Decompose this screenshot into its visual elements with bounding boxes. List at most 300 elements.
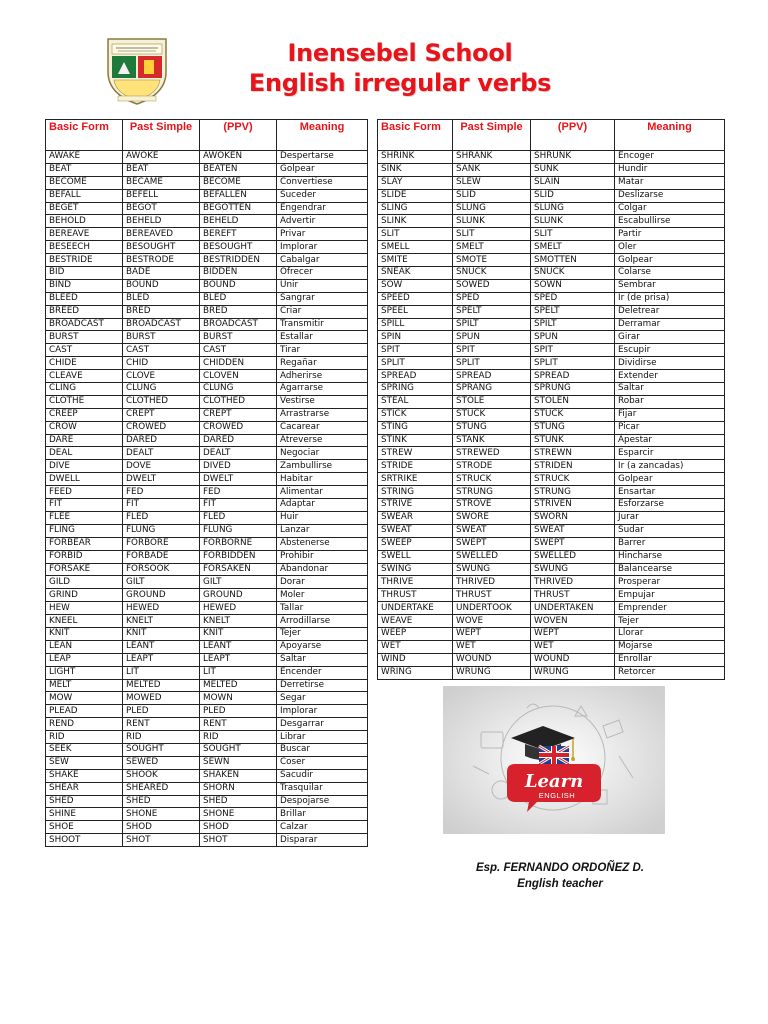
cell-ppv: BESOUGHT [200,241,277,254]
cell-meaning: Moler [277,589,368,602]
cell-meaning: Esparcir [615,447,725,460]
cell-basic-form: SLING [378,202,453,215]
cell-ppv: BESTRIDDEN [200,254,277,267]
cell-basic-form: SOW [378,279,453,292]
cell-meaning: Deletrear [615,305,725,318]
table-row [46,228,368,241]
cell-ppv: DWELT [200,473,277,486]
cell-past-simple: STROVE [453,499,531,512]
cell-ppv: DIVED [200,460,277,473]
cell-past-simple: PLED [123,705,200,718]
cell-basic-form: SWEAR [378,511,453,524]
cell-meaning: Librar [277,731,368,744]
cell-basic-form: BEAT [46,163,123,176]
cell-ppv: SLUNG [531,202,615,215]
table-row [46,357,368,370]
cell-past-simple: SANK [453,163,531,176]
cell-ppv: SPELT [531,305,615,318]
cell-past-simple: FLED [123,511,200,524]
cell-past-simple: SHOD [123,821,200,834]
cell-past-simple: BRED [123,305,200,318]
column-header-basic-form: Basic Form [378,120,453,151]
cell-basic-form: SHRINK [378,151,453,164]
cell-basic-form: SWEAT [378,524,453,537]
cell-past-simple: SLIT [453,228,531,241]
cell-meaning: Atreverse [277,434,368,447]
cell-ppv: BURST [200,331,277,344]
cell-meaning: Escabullirse [615,215,725,228]
cell-ppv: AWOKEN [200,151,277,164]
column-header-past-simple: Past Simple [123,120,200,151]
cell-ppv: FORSAKEN [200,563,277,576]
cell-past-simple: SLID [453,189,531,202]
cell-past-simple: GILT [123,576,200,589]
cell-basic-form: STING [378,421,453,434]
cell-past-simple: WOVE [453,615,531,628]
cell-past-simple: SHEARED [123,782,200,795]
cell-ppv: SHOT [200,834,277,847]
cell-ppv: CAST [200,344,277,357]
table-row [46,602,368,615]
cell-basic-form: REND [46,718,123,731]
table-row [378,486,725,499]
cell-ppv: BEATEN [200,163,277,176]
cell-ppv: BLED [200,292,277,305]
cell-meaning: Agarrarse [277,383,368,396]
cell-ppv: MOWN [200,692,277,705]
cell-meaning: Cabalgar [277,254,368,267]
table-row [378,653,725,666]
cell-past-simple: WEPT [453,627,531,640]
cell-meaning: Implorar [277,705,368,718]
cell-basic-form: KNIT [46,627,123,640]
cell-meaning: Adaptar [277,499,368,512]
cell-past-simple: BLED [123,292,200,305]
cell-past-simple: SHED [123,795,200,808]
table-row [46,563,368,576]
cell-meaning: Derretirse [277,679,368,692]
cell-past-simple: SPREAD [453,370,531,383]
cell-ppv: SLAIN [531,176,615,189]
table-row [46,383,368,396]
cell-meaning: Tirar [277,344,368,357]
cell-past-simple: SEWED [123,756,200,769]
cell-ppv: CHIDDEN [200,357,277,370]
cell-basic-form: SLINK [378,215,453,228]
table-row [46,769,368,782]
cell-meaning: Despertarse [277,151,368,164]
cell-past-simple: SPED [453,292,531,305]
cell-basic-form: BIND [46,279,123,292]
table-row [46,241,368,254]
cell-meaning: Sudar [615,524,725,537]
cell-ppv: SLID [531,189,615,202]
cell-meaning: Picar [615,421,725,434]
cell-past-simple: GROUND [123,589,200,602]
cell-ppv: BEHELD [200,215,277,228]
table-row [378,357,725,370]
table-row [46,254,368,267]
cell-past-simple: SHOT [123,834,200,847]
cell-basic-form: SWING [378,563,453,576]
cell-ppv: SPILT [531,318,615,331]
cell-meaning: Llorar [615,627,725,640]
cell-ppv: WOVEN [531,615,615,628]
cell-meaning: Balancearse [615,563,725,576]
cell-meaning: Ir (de prisa) [615,292,725,305]
cell-past-simple: FIT [123,499,200,512]
table-row [46,189,368,202]
cell-basic-form: LIGHT [46,666,123,679]
cell-meaning: Prohibir [277,550,368,563]
cell-basic-form: WEEP [378,627,453,640]
cell-basic-form: BECOME [46,176,123,189]
cell-basic-form: SHINE [46,808,123,821]
table-row [378,434,725,447]
column-header-meaning: Meaning [615,120,725,151]
table-row [46,705,368,718]
table-row [46,615,368,628]
cell-past-simple: BEHELD [123,215,200,228]
cell-past-simple: SOWED [453,279,531,292]
cell-past-simple: CLOTHED [123,395,200,408]
table-row [46,486,368,499]
cell-past-simple: SOUGHT [123,743,200,756]
cell-ppv: GILT [200,576,277,589]
cell-basic-form: CREEP [46,408,123,421]
cell-ppv: SLUNK [531,215,615,228]
cell-past-simple: HEWED [123,602,200,615]
cell-ppv: SOUGHT [200,743,277,756]
table-row [378,550,725,563]
table-row [46,576,368,589]
cell-meaning: Coser [277,756,368,769]
table-row [378,318,725,331]
cell-meaning: Apoyarse [277,640,368,653]
table-row [46,731,368,744]
cell-ppv: BEFALLEN [200,189,277,202]
cell-past-simple: CROWED [123,421,200,434]
cell-basic-form: SPEEL [378,305,453,318]
table-row [378,228,725,241]
cell-past-simple: SWEAT [453,524,531,537]
cell-basic-form: SWEEP [378,537,453,550]
cell-past-simple: BESTRODE [123,254,200,267]
cell-meaning: Encender [277,666,368,679]
cell-meaning: Privar [277,228,368,241]
table-row [46,808,368,821]
cell-meaning: Matar [615,176,725,189]
table-row [46,821,368,834]
cell-ppv: MELTED [200,679,277,692]
cell-meaning: Oler [615,241,725,254]
cell-past-simple: CHID [123,357,200,370]
table-row [378,576,725,589]
table-row [378,305,725,318]
cell-meaning: Barrer [615,537,725,550]
cell-meaning: Prosperar [615,576,725,589]
cell-basic-form: STRING [378,486,453,499]
cell-past-simple: CLUNG [123,383,200,396]
cell-meaning: Regañar [277,357,368,370]
teacher-role: English teacher [517,878,603,890]
cell-basic-form: SHED [46,795,123,808]
cell-basic-form: CROW [46,421,123,434]
cell-ppv: SHONE [200,808,277,821]
cell-ppv: STUNK [531,434,615,447]
cell-meaning: Suceder [277,189,368,202]
table-row [46,292,368,305]
table-row [378,395,725,408]
cell-meaning: Convertiese [277,176,368,189]
cell-past-simple: SHONE [123,808,200,821]
cell-ppv: BRED [200,305,277,318]
cell-meaning: Adherirse [277,370,368,383]
cell-meaning: Enrollar [615,653,725,666]
cell-basic-form: STRIDE [378,460,453,473]
cell-past-simple: BOUND [123,279,200,292]
cell-past-simple: SPRANG [453,383,531,396]
cell-ppv: FLUNG [200,524,277,537]
cell-basic-form: SNEAK [378,267,453,280]
cell-past-simple: STRUCK [453,473,531,486]
table-row [46,395,368,408]
cell-meaning: Golpear [615,254,725,267]
cell-meaning: Ensartar [615,486,725,499]
cell-basic-form: SPIN [378,331,453,344]
cell-meaning: Vestirse [277,395,368,408]
cell-meaning: Zambullirse [277,460,368,473]
cell-past-simple: STRUNG [453,486,531,499]
table-row [46,460,368,473]
cell-ppv: SPIT [531,344,615,357]
cell-meaning: Arrastrarse [277,408,368,421]
school-name: Inensebel School [287,39,513,67]
cell-past-simple: SPILT [453,318,531,331]
cell-past-simple: FORBADE [123,550,200,563]
cell-ppv: HEWED [200,602,277,615]
column-header-basic-form: Basic Form [46,120,123,151]
cell-ppv: LEAPT [200,653,277,666]
table-row [46,679,368,692]
cell-meaning: Dorar [277,576,368,589]
table-row [378,615,725,628]
cell-past-simple: RID [123,731,200,744]
table-row [378,331,725,344]
cell-ppv: BOUND [200,279,277,292]
cell-past-simple: SLEW [453,176,531,189]
cell-ppv: FLED [200,511,277,524]
cell-ppv: BIDDEN [200,267,277,280]
table-row [378,151,725,164]
cell-basic-form: BEREAVE [46,228,123,241]
cell-past-simple: STRODE [453,460,531,473]
cell-basic-form: UNDERTAKE [378,602,453,615]
cell-basic-form: STICK [378,408,453,421]
table-row [46,215,368,228]
table-row [378,447,725,460]
cell-basic-form: GRIND [46,589,123,602]
cell-basic-form: DARE [46,434,123,447]
table-row [378,202,725,215]
cell-basic-form: LEAN [46,640,123,653]
cell-meaning: Ofrecer [277,267,368,280]
cell-meaning: Buscar [277,743,368,756]
cell-meaning: Criar [277,305,368,318]
cell-meaning: Apestar [615,434,725,447]
cell-past-simple: WOUND [453,653,531,666]
cell-ppv: SPLIT [531,357,615,370]
cell-basic-form: SPEED [378,292,453,305]
cell-ppv: PLED [200,705,277,718]
table-row [46,653,368,666]
cell-past-simple: SPUN [453,331,531,344]
cell-ppv: STREWN [531,447,615,460]
table-row [46,447,368,460]
cell-meaning: Dividirse [615,357,725,370]
cell-basic-form: BEGET [46,202,123,215]
table-row [46,795,368,808]
cell-meaning: Saltar [277,653,368,666]
cell-past-simple: DOVE [123,460,200,473]
cell-basic-form: SLIDE [378,189,453,202]
cell-ppv: BECOME [200,176,277,189]
table-row [378,563,725,576]
cell-past-simple: BECAME [123,176,200,189]
cell-basic-form: SPLIT [378,357,453,370]
cell-past-simple: SWEPT [453,537,531,550]
cell-meaning: Jurar [615,511,725,524]
cell-ppv: SNUCK [531,267,615,280]
cell-basic-form: BESEECH [46,241,123,254]
table-row [378,215,725,228]
cell-basic-form: WET [378,640,453,653]
cell-ppv: SHORN [200,782,277,795]
table-row [378,279,725,292]
cell-meaning: Arrodillarse [277,615,368,628]
cell-ppv: SHED [200,795,277,808]
cell-basic-form: STRIVE [378,499,453,512]
cell-basic-form: DIVE [46,460,123,473]
cell-basic-form: PLEAD [46,705,123,718]
cell-meaning: Girar [615,331,725,344]
cell-basic-form: BESTRIDE [46,254,123,267]
cell-ppv: STRIVEN [531,499,615,512]
cell-basic-form: CLING [46,383,123,396]
table-row [378,666,725,679]
cell-past-simple: SPIT [453,344,531,357]
table-row [46,279,368,292]
column-header-ppv: (PPV) [531,120,615,151]
cell-ppv: SHOD [200,821,277,834]
cell-ppv: CLUNG [200,383,277,396]
table-row [378,499,725,512]
cell-meaning: Cacarear [277,421,368,434]
table-header-row [46,120,368,151]
cell-ppv: CROWED [200,421,277,434]
cell-basic-form: CHIDE [46,357,123,370]
cell-ppv: SHRUNK [531,151,615,164]
cell-ppv: FIT [200,499,277,512]
cell-past-simple: WET [453,640,531,653]
cell-meaning: Sembrar [615,279,725,292]
cell-past-simple: FLUNG [123,524,200,537]
cell-ppv: LEANT [200,640,277,653]
table-row [46,202,368,215]
table-row [46,524,368,537]
cell-meaning: Sangrar [277,292,368,305]
cell-ppv: STRUNG [531,486,615,499]
cell-ppv: STRIDEN [531,460,615,473]
cell-meaning: Trasquilar [277,782,368,795]
table-row [46,176,368,189]
cell-ppv: WEPT [531,627,615,640]
cell-ppv: SPREAD [531,370,615,383]
table-row [46,318,368,331]
cell-past-simple: SHRANK [453,151,531,164]
cell-meaning: Alimentar [277,486,368,499]
cell-basic-form: SEW [46,756,123,769]
cell-basic-form: SLAY [378,176,453,189]
table-row [46,473,368,486]
cell-ppv: SPED [531,292,615,305]
cell-basic-form: SHAKE [46,769,123,782]
cell-ppv: FORBIDDEN [200,550,277,563]
table-row [46,305,368,318]
cell-past-simple: SWELLED [453,550,531,563]
cell-basic-form: HEW [46,602,123,615]
cell-past-simple: SLUNG [453,202,531,215]
table-row [378,640,725,653]
table-row [46,370,368,383]
cell-basic-form: FORBEAR [46,537,123,550]
cell-basic-form: SINK [378,163,453,176]
cell-basic-form: SLIT [378,228,453,241]
cell-basic-form: BEHOLD [46,215,123,228]
cell-meaning: Calzar [277,821,368,834]
table-row [46,743,368,756]
cell-basic-form: BLEED [46,292,123,305]
cell-meaning: Desgarrar [277,718,368,731]
cell-meaning: Colgar [615,202,725,215]
cell-ppv: SEWN [200,756,277,769]
cell-meaning: Huir [277,511,368,524]
cell-past-simple: MELTED [123,679,200,692]
verbs-table-left [45,119,368,847]
table-row [378,383,725,396]
table-row [46,692,368,705]
cell-past-simple: STANK [453,434,531,447]
cell-ppv: WRUNG [531,666,615,679]
cell-past-simple: FED [123,486,200,499]
cell-ppv: SPUN [531,331,615,344]
table-header-row [378,120,725,151]
table-row [46,589,368,602]
cell-meaning: Mojarse [615,640,725,653]
cell-basic-form: THRIVE [378,576,453,589]
cell-ppv: BEGOTTEN [200,202,277,215]
cell-past-simple: CLOVE [123,370,200,383]
cell-past-simple: DEALT [123,447,200,460]
cell-basic-form: SMITE [378,254,453,267]
cell-basic-form: RID [46,731,123,744]
cell-past-simple: SMOTE [453,254,531,267]
cell-basic-form: FLING [46,524,123,537]
cell-past-simple: FORSOOK [123,563,200,576]
cell-meaning: Retorcer [615,666,725,679]
cell-meaning: Encoger [615,151,725,164]
cell-meaning: Tejer [277,627,368,640]
